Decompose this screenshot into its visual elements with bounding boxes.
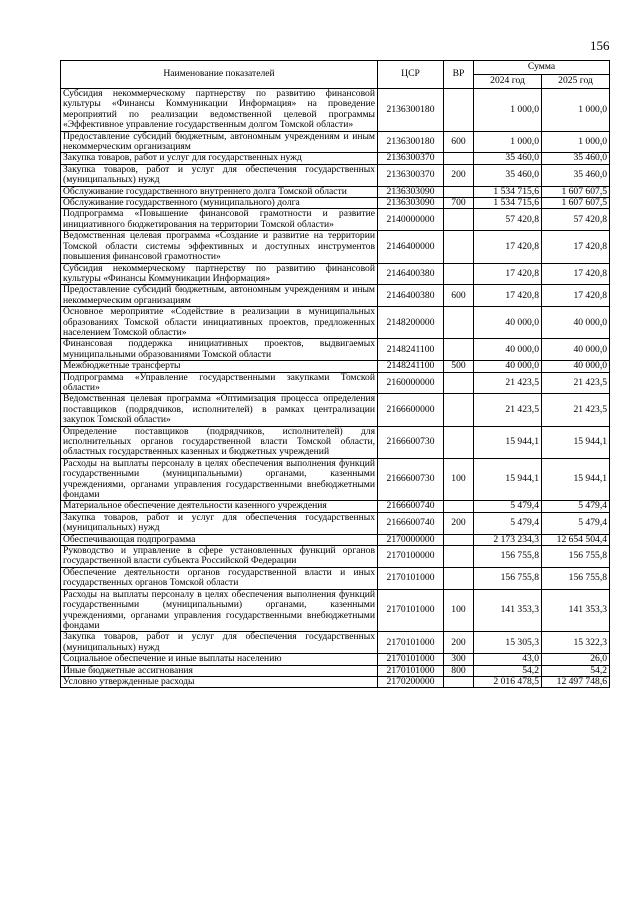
- row-name: Закупка товаров, работ и услуг для обеспечения государственных (муниципальных) нужд: [61, 512, 378, 534]
- row-name: Обслуживание государственного (муниципального) долга: [61, 198, 378, 209]
- table-body: [61, 89, 610, 688]
- row-sum-2024: 43,0: [474, 654, 542, 665]
- row-name: Ведомственная целевая программа «Создание и развитие на территории Томской области системы эффективных и доступных инструментов повышения финансовой грамотности»: [61, 231, 378, 263]
- table-row: [61, 654, 610, 665]
- row-sum-2025: 15 944,1: [542, 458, 610, 501]
- table-row: [61, 198, 610, 209]
- row-sum-2025: 15 322,3: [542, 632, 610, 654]
- row-name: Обеспечивающая подпрограмма: [61, 534, 378, 545]
- row-sum-2024: 1 534 715,6: [474, 186, 542, 197]
- row-vr: [444, 426, 474, 458]
- row-name: Подпрограмма «Повышение финансовой грамотности и развитие инициативного бюджетирования на территории Томской области»: [61, 209, 378, 231]
- row-vr: [444, 89, 474, 132]
- row-sum-2025: 54,2: [542, 665, 610, 676]
- row-csr: 2136300180: [378, 89, 444, 132]
- table-row: [61, 458, 610, 501]
- row-name: Субсидия некоммерческому партнерству по развитию финансовой культуры «Финансы Коммуникации Информация» на проведение мероприятий по реализации ведомственной целевой программы «Эффективное управление государственным долгом Томской области»: [61, 89, 378, 132]
- table-row: [61, 153, 610, 164]
- row-csr: 2166600740: [378, 501, 444, 512]
- row-sum-2025: 57 420,8: [542, 209, 610, 231]
- row-sum-2025: 17 420,8: [542, 285, 610, 307]
- row-name: Расходы на выплаты персоналу в целях обеспечения выполнения функций государственными (муниципальными) органами, казенными учреждениями, органами управления государственными внебюджетными фондами: [61, 589, 378, 632]
- row-csr: 2140000000: [378, 209, 444, 231]
- row-name: Расходы на выплаты персоналу в целях обеспечения выполнения функций государственными (муниципальными) органами, казенными учреждениями, органами управления государственными внебюджетными фондами: [61, 458, 378, 501]
- row-csr: 2136300370: [378, 164, 444, 186]
- header-vr: ВР: [444, 61, 474, 89]
- row-csr: 2170101000: [378, 589, 444, 632]
- row-csr: 2136300180: [378, 131, 444, 153]
- row-sum-2025: 35 460,0: [542, 164, 610, 186]
- row-sum-2025: 5 479,4: [542, 501, 610, 512]
- table-row: [61, 394, 610, 426]
- table-row: [61, 534, 610, 545]
- row-sum-2024: 54,2: [474, 665, 542, 676]
- row-csr: 2146400000: [378, 231, 444, 263]
- row-csr: 2170101000: [378, 632, 444, 654]
- header-csr: ЦСР: [378, 61, 444, 89]
- row-vr: [444, 153, 474, 164]
- row-sum-2025: 40 000,0: [542, 307, 610, 339]
- row-csr: 2170200000: [378, 676, 444, 687]
- row-name: Межбюджетные трансферты: [61, 361, 378, 372]
- row-vr: [444, 209, 474, 231]
- row-sum-2024: 21 423,5: [474, 372, 542, 394]
- table-row: [61, 339, 610, 361]
- row-name: Определение поставщиков (подрядчиков, исполнителей) для исполнительных органов государственной власти Томской области, областных государственных казенных и бюджетных учреждений: [61, 426, 378, 458]
- table-header: [61, 61, 610, 89]
- row-sum-2025: 15 944,1: [542, 426, 610, 458]
- row-sum-2025: 156 755,8: [542, 546, 610, 568]
- row-csr: 2166600730: [378, 458, 444, 501]
- row-csr: 2166600740: [378, 512, 444, 534]
- row-sum-2025: 17 420,8: [542, 263, 610, 285]
- table-row: [61, 512, 610, 534]
- row-csr: 2136303090: [378, 186, 444, 197]
- row-sum-2025: 5 479,4: [542, 512, 610, 534]
- row-sum-2024: 15 305,3: [474, 632, 542, 654]
- table-row: [61, 307, 610, 339]
- row-sum-2025: 17 420,8: [542, 231, 610, 263]
- row-csr: 2160000000: [378, 372, 444, 394]
- row-sum-2025: 26,0: [542, 654, 610, 665]
- row-csr: 2170000000: [378, 534, 444, 545]
- row-sum-2025: 40 000,0: [542, 339, 610, 361]
- row-name: Иные бюджетные ассигнования: [61, 665, 378, 676]
- row-name: Обслуживание государственного внутреннего долга Томской области: [61, 186, 378, 197]
- row-name: Социальное обеспечение и иные выплаты населению: [61, 654, 378, 665]
- header-year-2025: 2025 год: [542, 75, 610, 89]
- row-sum-2024: 141 353,3: [474, 589, 542, 632]
- row-sum-2024: 21 423,5: [474, 394, 542, 426]
- row-sum-2025: 21 423,5: [542, 372, 610, 394]
- table-row: [61, 89, 610, 132]
- row-csr: 2148241100: [378, 361, 444, 372]
- table-row: [61, 665, 610, 676]
- row-vr: [444, 534, 474, 545]
- table-row: [61, 567, 610, 589]
- row-name: Материальное обеспечение деятельности казенного учреждения: [61, 501, 378, 512]
- row-sum-2025: 12 497 748,6: [542, 676, 610, 687]
- table-row: [61, 263, 610, 285]
- row-sum-2024: 17 420,8: [474, 263, 542, 285]
- row-vr: [444, 372, 474, 394]
- row-sum-2025: 40 000,0: [542, 361, 610, 372]
- row-csr: 2170100000: [378, 546, 444, 568]
- row-csr: 2166600730: [378, 426, 444, 458]
- row-vr: 600: [444, 131, 474, 153]
- row-name: Финансовая поддержка инициативных проектов, выдвигаемых муниципальными образованиями Томской области: [61, 339, 378, 361]
- row-vr: [444, 501, 474, 512]
- row-csr: 2148200000: [378, 307, 444, 339]
- table-row: [61, 546, 610, 568]
- header-year-2024: 2024 год: [474, 75, 542, 89]
- row-sum-2025: 1 000,0: [542, 89, 610, 132]
- row-sum-2025: 1 607 607,5: [542, 186, 610, 197]
- row-sum-2024: 40 000,0: [474, 339, 542, 361]
- row-name: Подпрограмма «Управление государственными закупками Томской области»: [61, 372, 378, 394]
- header-name: Наименование показателей: [61, 61, 378, 89]
- row-sum-2024: 2 173 234,3: [474, 534, 542, 545]
- row-vr: 200: [444, 512, 474, 534]
- row-vr: 300: [444, 654, 474, 665]
- row-sum-2024: 40 000,0: [474, 361, 542, 372]
- row-csr: 2170101000: [378, 654, 444, 665]
- row-csr: 2146400380: [378, 263, 444, 285]
- row-vr: 200: [444, 632, 474, 654]
- row-sum-2025: 35 460,0: [542, 153, 610, 164]
- table-row: [61, 372, 610, 394]
- row-name: Субсидия некоммерческому партнерству по развитию финансовой культуры «Финансы Коммуникации Информация»: [61, 263, 378, 285]
- row-vr: [444, 231, 474, 263]
- table-row: [61, 131, 610, 153]
- table-row: [61, 209, 610, 231]
- row-sum-2025: 141 353,3: [542, 589, 610, 632]
- row-csr: 2170101000: [378, 567, 444, 589]
- row-sum-2024: 15 944,1: [474, 458, 542, 501]
- row-csr: 2136300370: [378, 153, 444, 164]
- table-row: [61, 186, 610, 197]
- table-row: [61, 231, 610, 263]
- table-row: [61, 676, 610, 687]
- row-sum-2024: 40 000,0: [474, 307, 542, 339]
- row-sum-2024: 156 755,8: [474, 567, 542, 589]
- row-vr: 100: [444, 458, 474, 501]
- row-csr: 2146400380: [378, 285, 444, 307]
- table-row: [61, 361, 610, 372]
- row-vr: [444, 186, 474, 197]
- row-vr: [444, 567, 474, 589]
- row-sum-2024: 17 420,8: [474, 231, 542, 263]
- row-vr: [444, 307, 474, 339]
- row-sum-2024: 5 479,4: [474, 512, 542, 534]
- row-sum-2024: 35 460,0: [474, 153, 542, 164]
- row-name: Предоставление субсидий бюджетным, автономным учреждениям и иным некоммерческим организациям: [61, 131, 378, 153]
- table-row: [61, 589, 610, 632]
- row-csr: 2148241100: [378, 339, 444, 361]
- row-name: Руководство и управление в сфере установленных функций органов государственной власти субъекта Российской Федерации: [61, 546, 378, 568]
- row-name: Предоставление субсидий бюджетным, автономным учреждениям и иным некоммерческим организациям: [61, 285, 378, 307]
- row-name: Основное мероприятие «Содействие в реализации в муниципальных образованиях Томской области инициативных проектов, предложенных населением Томской области»: [61, 307, 378, 339]
- table-row: [61, 285, 610, 307]
- row-vr: [444, 394, 474, 426]
- page-number: 156: [590, 38, 610, 53]
- row-vr: 200: [444, 164, 474, 186]
- row-sum-2024: 57 420,8: [474, 209, 542, 231]
- row-vr: 100: [444, 589, 474, 632]
- row-sum-2024: 35 460,0: [474, 164, 542, 186]
- row-sum-2024: 5 479,4: [474, 501, 542, 512]
- row-sum-2025: 1 000,0: [542, 131, 610, 153]
- row-sum-2024: 17 420,8: [474, 285, 542, 307]
- row-vr: 600: [444, 285, 474, 307]
- row-sum-2024: 15 944,1: [474, 426, 542, 458]
- table-row: [61, 164, 610, 186]
- row-sum-2024: 1 534 715,6: [474, 198, 542, 209]
- row-name: Закупка товаров, работ и услуг для обеспечения государственных (муниципальных) нужд: [61, 632, 378, 654]
- row-vr: 500: [444, 361, 474, 372]
- row-sum-2024: 156 755,8: [474, 546, 542, 568]
- row-name: Условно утвержденные расходы: [61, 676, 378, 687]
- row-sum-2025: 1 607 607,5: [542, 198, 610, 209]
- table-row: [61, 426, 610, 458]
- row-csr: 2170101000: [378, 665, 444, 676]
- row-name: Закупка товаров, работ и услуг для обеспечения государственных (муниципальных) нужд: [61, 164, 378, 186]
- row-vr: [444, 263, 474, 285]
- row-name: Ведомственная целевая программа «Оптимизация процесса определения поставщиков (подрядчиков, исполнителей) в рамках централизации закупок Томской области»: [61, 394, 378, 426]
- row-vr: 800: [444, 665, 474, 676]
- row-sum-2025: 21 423,5: [542, 394, 610, 426]
- row-name: Обеспечение деятельности органов государственной власти и иных государственных органов Томской области: [61, 567, 378, 589]
- table-row: [61, 632, 610, 654]
- row-sum-2025: 156 755,8: [542, 567, 610, 589]
- row-vr: 700: [444, 198, 474, 209]
- row-vr: [444, 339, 474, 361]
- row-sum-2024: 1 000,0: [474, 89, 542, 132]
- row-sum-2025: 12 654 504,4: [542, 534, 610, 545]
- budget-table: [60, 60, 610, 688]
- row-csr: 2166600000: [378, 394, 444, 426]
- row-name: Закупка товаров, работ и услуг для государственных нужд: [61, 153, 378, 164]
- row-sum-2024: 2 016 478,5: [474, 676, 542, 687]
- row-sum-2024: 1 000,0: [474, 131, 542, 153]
- row-csr: 2136303090: [378, 198, 444, 209]
- row-vr: [444, 676, 474, 687]
- row-vr: [444, 546, 474, 568]
- table-row: [61, 501, 610, 512]
- header-sum: Сумма: [474, 61, 610, 75]
